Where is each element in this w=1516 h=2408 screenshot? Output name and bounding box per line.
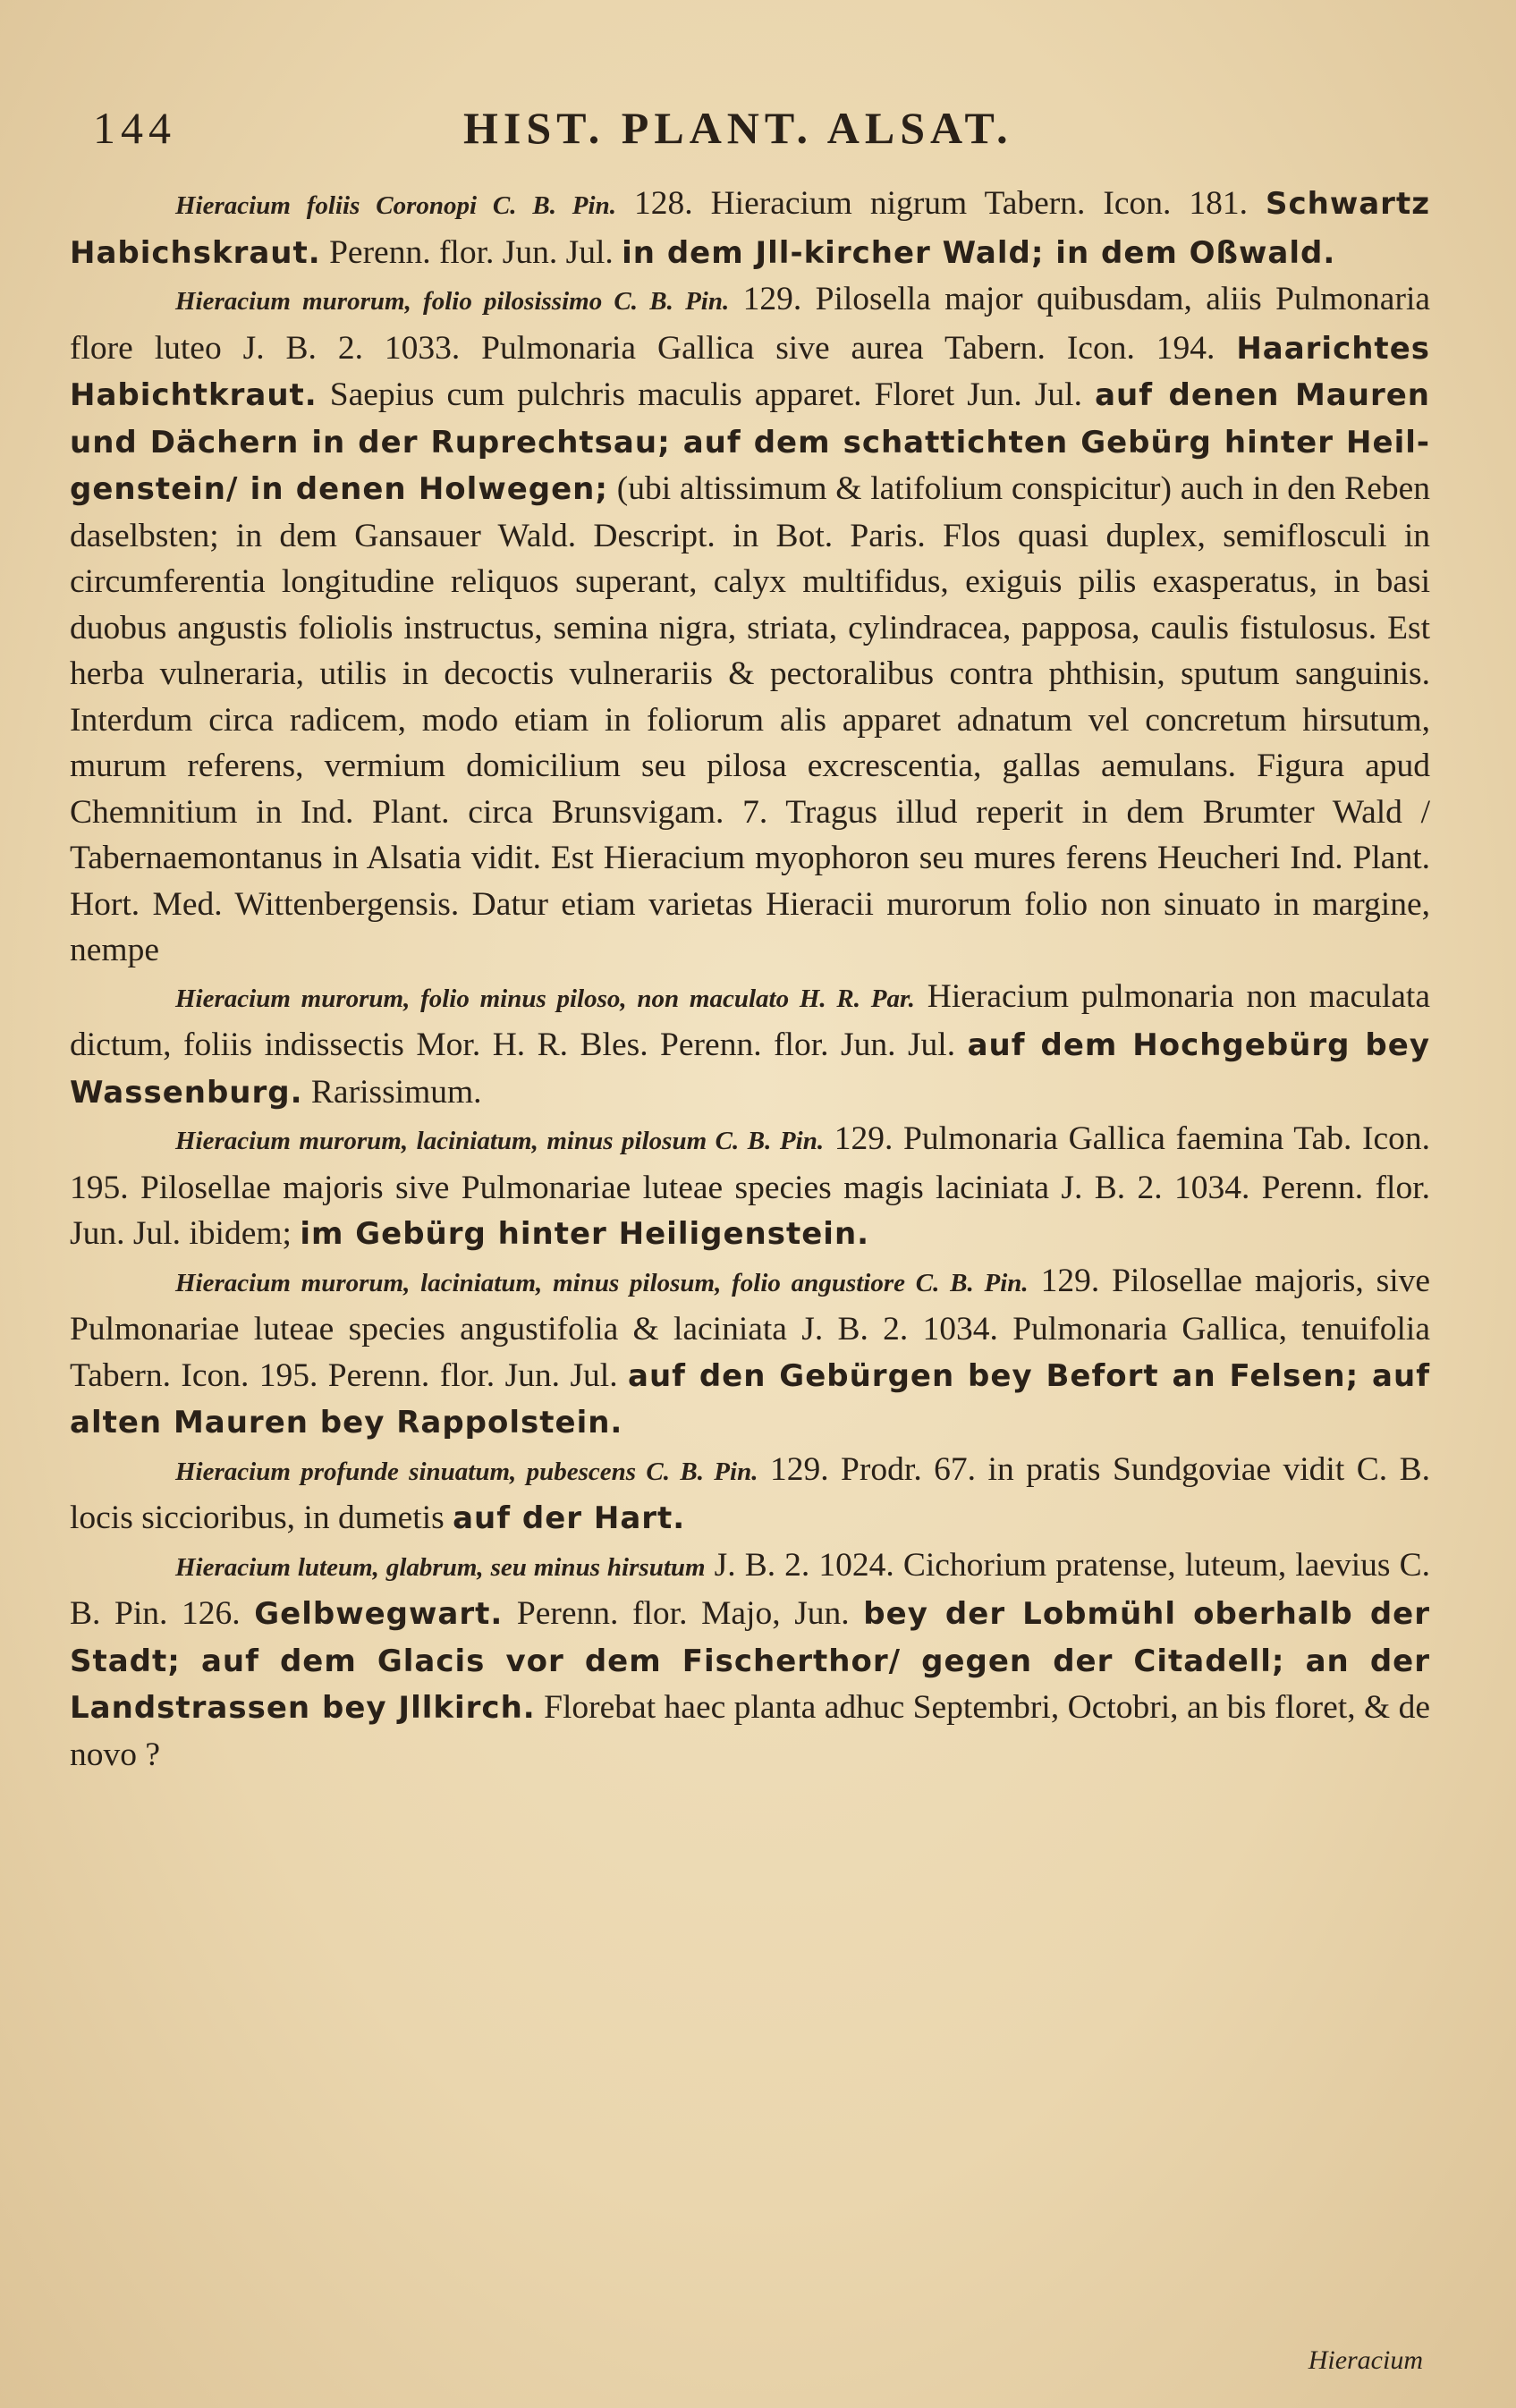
german-text: in dem Jll-kircher Wald; in dem Oßwald.: [622, 234, 1336, 271]
entry-lemma: Hieracium murorum, folio minus piloso, non maculato H. R. Par.: [175, 984, 915, 1013]
entry-lemma: Hieracium luteum, glabrum, seu minus hirsutum: [175, 1552, 706, 1582]
entry-text: Florebat haec planta adhuc Septembri, Octobri, an bis floret, & de novo ?: [70, 1689, 1431, 1773]
entry-hieracium-murorum-laciniatum: [70, 1116, 1430, 1258]
entry-text: 128. Hieracium nigrum Tabern. Icon. 181.: [615, 185, 1266, 222]
entry-text: 129. Pilosellae majoris, sive Pulmonariae luteae species angustifolia & laciniata J. B. 2. 1034. Pulmonaria Gallica, tenuifolia Tabern. Icon. 195. Perenn. flor. Jun. Jul.: [70, 1262, 1431, 1394]
german-text: bey der Lobmühl oberhalb der Stadt; auf dem Glacis vor dem Fischerthor/ gegen der Citadell; an der Landstrassen bey Jllkirch.: [70, 1596, 1430, 1726]
german-text: Haarichtes Habichtkraut.: [70, 330, 1430, 413]
page-header: [70, 89, 1430, 157]
entry-text: Perenn. flor. Majo, Jun.: [503, 1595, 864, 1632]
entry-text: Perenn. flor. Jun. Jul.: [320, 233, 622, 271]
entry-lemma: Hieracium murorum, laciniatum, minus pilosum, folio angustiore C. B. Pin.: [175, 1268, 1029, 1297]
entry-hieracium-coronopi: [70, 181, 1430, 276]
entry-hieracium-murorum-pilosissimo: [70, 276, 1430, 974]
german-text: Schwartz Habichskraut.: [70, 186, 1430, 271]
entry-text: J. B. 2. 1024. Cichorium pratense, luteum, laevius C. B. Pin. 126.: [70, 1546, 1430, 1632]
german-text: im Gebürg hinter Heiligenstein.: [300, 1216, 870, 1252]
entry-lemma: Hieracium murorum, laciniatum, minus pilosum C. B. Pin.: [175, 1127, 825, 1155]
entry-text: 129. Pulmonaria Gallica faemina Tab. Icon. 195. Pilosellae majoris sive Pulmonariae luteae species magis laciniata J. B. 2. 1034. Perenn. flor. Jun. Jul. ibidem;: [70, 1120, 1430, 1252]
entry-hieracium-profunde-sinuatum: [70, 1447, 1430, 1542]
entry-text: 129. Prodr. 67. in pratis Sundgoviae vidit C. B. locis siccioribus, in dumetis: [70, 1450, 1431, 1536]
entry-text: 129. Pilosella major quibusdam, aliis Pulmonaria flore luteo J. B. 2. 1033. Pulmonaria Gallica sive aurea Tabern. Icon. 194.: [70, 281, 1431, 367]
entry-text: Saepius cum pulchris maculis apparet. Floret Jun. Jul.: [317, 376, 1096, 413]
entry-text: (ubi altissimum & latifolium conspicitur) auch in den Reben daselbsten; in dem Gansauer Wald. Descript. in Bot. Paris. Flos quasi duplex, semiflosculi in circumferentia longitudine reliquos superant, calyx multifidus, exiguis pilis exasperatus, in basi duobus angustis foliolis instructus, semina nigra, striata, cylindracea, papposa, caulis fistulosus. Est herba vulneraria, utilis in decoctis vulnerariis & pectoralibus contra phthisin, sputum sanguinis. Interdum circa radicem, modo etiam in foliorum alis apparet adnatum vel concretum hirsutum, murum referens, vermium domicilium seu pilosa excrescentia, gallas aemulans. Figura apud Chemnitium in Ind. Plant. circa Brunsvigam. 7. Tragus illud reperit in dem Brumter Wald / Tabernaemontanus in Alsatia vidit. Est Hieracium myophoron seu mures ferens Heucheri Ind. Plant. Hort. Med. Wittenbergensis. Datur etiam varietas Hieracii murorum folio non sinuato in margine, nempe: [70, 470, 1430, 968]
german-text: auf den Gebürgen bey Befort an Felsen; auf alten Mauren bey Rappolstein.: [70, 1357, 1430, 1441]
entry-hieracium-murorum-minus-piloso: [70, 974, 1430, 1117]
body-text: [70, 181, 1430, 1778]
entry-text: Hieracium pulmonaria non maculata dictum, foliis indissectis Mor. H. R. Bles. Perenn. flor. Jun. Jul.: [70, 977, 1430, 1063]
entry-text: Rarissimum.: [302, 1073, 482, 1111]
german-text: Gelbwegwart.: [254, 1596, 504, 1632]
catchword: Hieracium: [1308, 2345, 1423, 2375]
entry-lemma: Hieracium foliis Coronopi C. B. Pin.: [175, 191, 616, 220]
entry-lemma: Hieracium profunde sinuatum, pubescens C. B. Pin.: [175, 1457, 758, 1486]
german-text: auf denen Mauren und Dächern in der Ruprechtsau; auf dem schattichten Gebürg hinter Heil-genstein/ in denen Holwegen;: [70, 377, 1430, 507]
entry-lemma: Hieracium murorum, folio pilosissimo C. B. Pin.: [175, 287, 730, 316]
german-text: auf der Hart.: [453, 1500, 686, 1536]
entry-hieracium-luteum: [70, 1542, 1430, 1779]
entry-hieracium-murorum-angustiore: [70, 1258, 1430, 1447]
german-text: auf dem Hochgebürg bey Wassenburg.: [70, 1027, 1430, 1111]
page-number: 144: [93, 103, 176, 153]
running-head: HIST. PLANT. ALSAT.: [463, 103, 1013, 153]
